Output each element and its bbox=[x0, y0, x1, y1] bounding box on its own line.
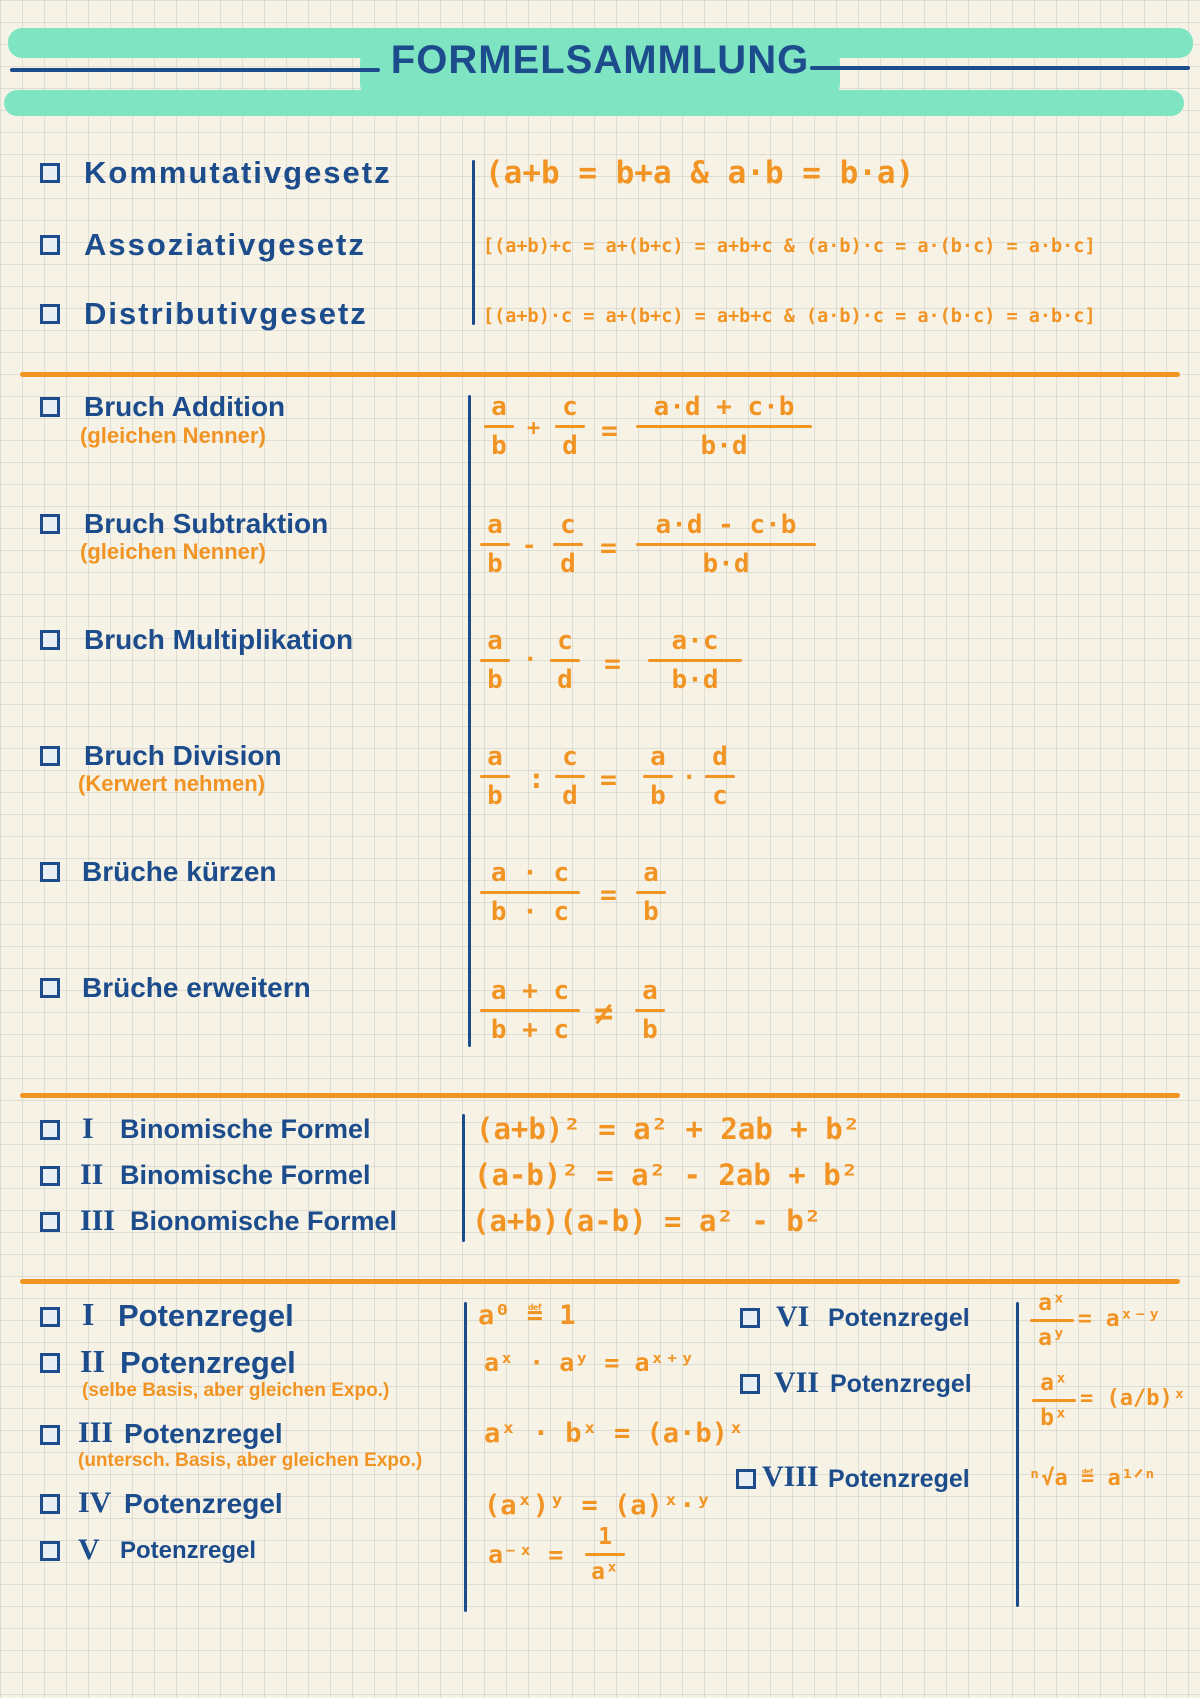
fraction-potenzregel-7: aˣ bˣ bbox=[1032, 1370, 1076, 1431]
checkbox-potenzregel-1[interactable] bbox=[40, 1307, 60, 1327]
operator-minus: - bbox=[522, 531, 537, 559]
operator-plus: + bbox=[527, 416, 541, 441]
fraction-c-d: c d bbox=[553, 510, 583, 579]
label-potenzregel-6: Potenzregel bbox=[828, 1304, 970, 1332]
label-bruch-addition: Bruch Addition bbox=[84, 391, 286, 422]
numeral-potenzregel-7: VII bbox=[774, 1366, 820, 1399]
formula-potenzregel-7: = (a/b)ˣ bbox=[1080, 1386, 1186, 1411]
formula-potenzregel-5: a⁻ˣ = bbox=[488, 1540, 564, 1569]
checkbox-binomial-2[interactable] bbox=[40, 1166, 60, 1186]
operator-times: · bbox=[523, 645, 538, 673]
equals-sign: = bbox=[600, 763, 617, 796]
fraction-a-b: a b bbox=[480, 626, 510, 695]
checkbox-bruch-addition[interactable] bbox=[40, 397, 60, 417]
checkbox-kommutativ[interactable] bbox=[40, 163, 60, 183]
fraction-c-d: c d bbox=[550, 626, 580, 695]
fraction-result: a b bbox=[636, 858, 666, 927]
fraction-c-d: c d bbox=[555, 742, 585, 811]
formula-potenzregel-1: a⁰ ≝ 1 bbox=[478, 1300, 576, 1331]
numeral-potenzregel-6: VI bbox=[776, 1300, 810, 1333]
section-divider-2 bbox=[20, 1093, 1180, 1098]
label-bruch-division: Bruch Division bbox=[84, 740, 282, 771]
checkbox-bruch-subtraktion[interactable] bbox=[40, 514, 60, 534]
numeral-potenzregel-8: VIII bbox=[762, 1460, 819, 1493]
not-equal-sign: ≠ bbox=[594, 994, 614, 1032]
label-binomial-1: Binomische Formel bbox=[120, 1114, 371, 1144]
numeral-potenzregel-4: IV bbox=[78, 1486, 112, 1519]
equals-sign: = bbox=[601, 414, 618, 447]
label-binomial-3: Bionomische Formel bbox=[130, 1206, 398, 1236]
numeral-potenzregel-2: II bbox=[80, 1343, 105, 1379]
fraction-potenzregel-5: 1 aˣ bbox=[585, 1524, 625, 1585]
numeral-binomial-1: I bbox=[82, 1112, 94, 1145]
formula-binomial-3: (a+b)(a-b) = a² - b² bbox=[472, 1204, 822, 1238]
label-potenzregel-5: Potenzregel bbox=[120, 1537, 257, 1564]
numeral-potenzregel-5: V bbox=[78, 1533, 100, 1566]
label-brueche-erweitern: Brüche erweitern bbox=[82, 972, 311, 1003]
label-bruch-multiplikation: Bruch Multiplikation bbox=[84, 624, 354, 655]
fraction-a-b: a b bbox=[480, 510, 510, 579]
formula-potenzregel-2: aˣ · aʸ = aˣ⁺ʸ bbox=[484, 1348, 695, 1377]
checkbox-brueche-kuerzen[interactable] bbox=[40, 862, 60, 882]
checkbox-potenzregel-2[interactable] bbox=[40, 1353, 60, 1373]
fraction-result: a·d + c·b b·d bbox=[636, 392, 812, 461]
fractions-divider bbox=[468, 395, 471, 1047]
checkbox-distributiv[interactable] bbox=[40, 304, 60, 324]
section-divider-3 bbox=[20, 1279, 1180, 1284]
label-potenzregel-8: Potenzregel bbox=[828, 1465, 970, 1493]
operator-divide: : bbox=[528, 762, 545, 795]
fraction-a-b: a b bbox=[484, 392, 514, 461]
fraction-result-a-b: a b bbox=[643, 742, 673, 811]
checkbox-binomial-1[interactable] bbox=[40, 1120, 60, 1140]
label-distributivgesetz: Distributivgesetz bbox=[84, 296, 368, 331]
fraction-result: a·d - c·b b·d bbox=[636, 510, 816, 579]
checkbox-potenzregel-6[interactable] bbox=[740, 1308, 760, 1328]
label-potenzregel-3: Potenzregel bbox=[124, 1418, 283, 1449]
formula-kommutativ: (a+b = b+a & a·b = b·a) bbox=[485, 155, 915, 191]
fraction-ac-bc: a · c b · c bbox=[480, 858, 580, 927]
label-kommutativgesetz: Kommutativgesetz bbox=[84, 155, 392, 190]
equals-sign: = bbox=[600, 531, 617, 564]
label-potenzregel-7: Potenzregel bbox=[830, 1370, 972, 1398]
formula-potenzregel-8: ⁿ√a ≝ a¹ᐟⁿ bbox=[1028, 1466, 1157, 1491]
label-bruch-subtraktion: Bruch Subtraktion bbox=[84, 508, 329, 539]
numeral-potenzregel-3: III bbox=[78, 1416, 114, 1449]
header-highlight-bottom bbox=[4, 90, 1184, 116]
checkbox-potenzregel-3[interactable] bbox=[40, 1425, 60, 1445]
formula-distributiv: [(a+b)·c = a+(b+c) = a+b+c & (a·b)·c = a·(b·c) = a·b·c] bbox=[483, 306, 1096, 327]
checkbox-potenzregel-8[interactable] bbox=[736, 1469, 756, 1489]
checkbox-assoziativ[interactable] bbox=[40, 235, 60, 255]
fraction-result-d-c: d c bbox=[705, 742, 735, 811]
checkbox-potenzregel-4[interactable] bbox=[40, 1494, 60, 1514]
label-potenzregel-1: Potenzregel bbox=[118, 1298, 294, 1333]
checkbox-binomial-3[interactable] bbox=[40, 1212, 60, 1232]
formula-binomial-2: (a-b)² = a² - 2ab + b² bbox=[474, 1158, 859, 1192]
fraction-result: a·c b·d bbox=[648, 626, 742, 695]
note-potenzregel-2: (selbe Basis, aber gleichen Expo.) bbox=[82, 1380, 390, 1401]
checkbox-bruch-multiplikation[interactable] bbox=[40, 630, 60, 650]
checkbox-bruch-division[interactable] bbox=[40, 746, 60, 766]
equals-sign: = bbox=[604, 647, 621, 680]
fraction-a-b: a b bbox=[480, 742, 510, 811]
formula-binomial-1: (a+b)² = a² + 2ab + b² bbox=[476, 1112, 861, 1146]
numeral-potenzregel-1: I bbox=[82, 1296, 95, 1332]
fraction-a-plus-c: a + c b + c bbox=[480, 976, 580, 1045]
page-title: FORMELSAMMLUNG bbox=[390, 38, 810, 82]
note-bruch-subtraktion: (gleichen Nenner) bbox=[80, 539, 266, 564]
binomial-divider bbox=[462, 1114, 465, 1242]
label-potenzregel-4: Potenzregel bbox=[124, 1488, 283, 1519]
formula-assoziativ: [(a+b)+c = a+(b+c) = a+b+c & (a·b)·c = a·(b·c) = a·b·c] bbox=[483, 236, 1096, 257]
note-potenzregel-3: (untersch. Basis, aber gleichen Expo.) bbox=[78, 1450, 423, 1471]
label-potenzregel-2: Potenzregel bbox=[120, 1345, 296, 1380]
section-divider-1 bbox=[20, 372, 1180, 377]
powers-divider-left bbox=[464, 1302, 467, 1612]
label-assoziativgesetz: Assoziativgesetz bbox=[84, 227, 366, 262]
checkbox-potenzregel-5[interactable] bbox=[40, 1541, 60, 1561]
numeral-binomial-3: III bbox=[80, 1204, 116, 1237]
fraction-c-d: c d bbox=[555, 392, 585, 461]
fraction-result: a b bbox=[635, 976, 665, 1045]
formula-potenzregel-6: = aˣ⁻ʸ bbox=[1078, 1306, 1162, 1332]
formula-potenzregel-3: aˣ · bˣ = (a·b)ˣ bbox=[484, 1418, 745, 1449]
numeral-binomial-2: II bbox=[80, 1158, 104, 1191]
equals-sign: = bbox=[600, 878, 617, 911]
laws-divider bbox=[472, 160, 475, 325]
formula-potenzregel-4: (aˣ)ʸ = (a)ˣ·ʸ bbox=[484, 1490, 712, 1521]
operator-times: · bbox=[682, 763, 697, 791]
fraction-potenzregel-6: aˣ aʸ bbox=[1030, 1290, 1074, 1351]
note-bruch-division: (Kerwert nehmen) bbox=[78, 771, 266, 796]
label-brueche-kuerzen: Brüche kürzen bbox=[82, 856, 277, 887]
label-binomial-2: Binomische Formel bbox=[120, 1160, 371, 1190]
checkbox-brueche-erweitern[interactable] bbox=[40, 978, 60, 998]
powers-divider-right bbox=[1016, 1302, 1019, 1607]
note-bruch-addition: (gleichen Nenner) bbox=[80, 423, 266, 448]
checkbox-potenzregel-7[interactable] bbox=[740, 1374, 760, 1394]
